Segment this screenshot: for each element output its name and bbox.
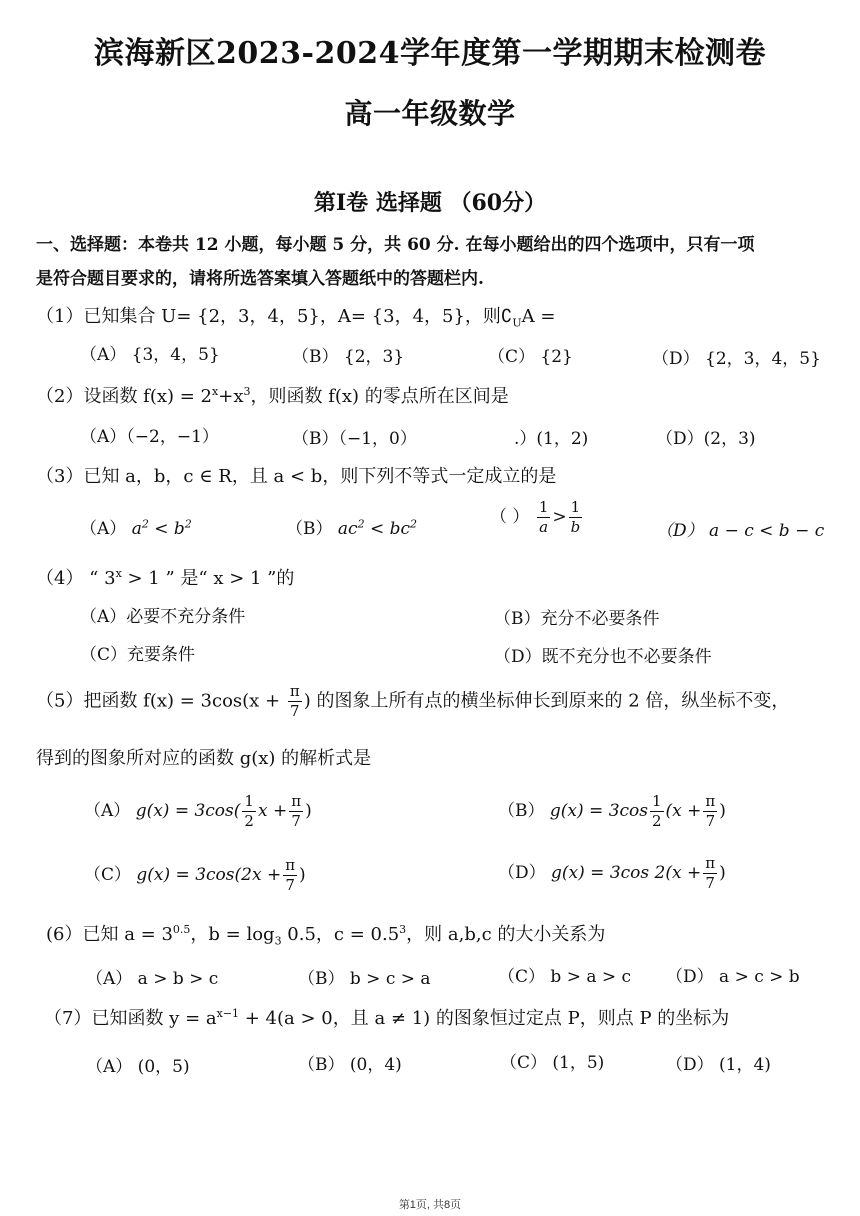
q7-stem-b: + 4(a > 0，且 a ≠ 1) 的图象恒过定点 P，则点 P 的坐标为 <box>239 1008 730 1029</box>
q1-stem-text: （1）已知集合 U= {2，3，4，5}，A= {3，4，5}，则∁ <box>36 306 513 327</box>
q6-stem-d: ，则 a,b,c 的大小关系为 <box>406 924 606 945</box>
q3-option-d[interactable]: （D） a − c < b − c <box>656 521 825 541</box>
q6-option-d[interactable]: （D） a > c > b <box>666 967 800 987</box>
q4-option-d[interactable]: （D）既不充分也不必要条件 <box>494 647 712 667</box>
page-footer: 第1页, 共8页 <box>398 1199 462 1211</box>
q2-stem-a: （2）设函数 f(x) = 2 <box>36 386 213 407</box>
q5-stem-b: ) 的图象上所有点的横坐标伸长到原来的 2 倍，纵坐标不变， <box>303 690 790 712</box>
question-2-stem <box>36 382 509 408</box>
q7-option-d[interactable]: （D） (1，4) <box>666 1055 771 1075</box>
q3-b-text: $ac^2 < bc^2$ <box>337 517 418 539</box>
q5-a-text-3: ) <box>305 801 312 821</box>
q5-c-frac-pi: $\frac{\pi}{7}$ <box>285 856 296 894</box>
q5-stem-a: （5）把函数 f(x) = 3cos(x + <box>36 690 281 712</box>
q2-option-a[interactable]: （A）（−2，−1） <box>80 427 219 447</box>
q5-b-frac-half: $\frac{1}{2}$ <box>652 792 662 830</box>
q4-option-b[interactable]: （B）充分不必要条件 <box>494 609 660 629</box>
q1-option-b[interactable]: （B） {2，3} <box>292 347 405 367</box>
q3-c-frac-1: $\frac{1}{a}$ <box>538 498 549 536</box>
q3-option-c[interactable] <box>490 500 584 535</box>
exam-title: 滨海新区2023-2024学年度第一学期期末检测卷 <box>94 36 766 71</box>
q1-option-a[interactable]: （A） {3，4，5} <box>80 345 220 365</box>
q2-stem-b: +x <box>218 386 244 407</box>
q5-option-d[interactable] <box>498 856 726 891</box>
q5-c-label: （C） <box>84 865 132 885</box>
q6-exp-2: 3 <box>399 923 407 936</box>
q6-stem-c: 0.5，c = 0.5 <box>281 924 400 945</box>
q5-d-label: （D） <box>498 863 546 883</box>
q5-c-text-2: ) <box>299 865 306 885</box>
section-title: 第I卷 选择题 （60分） <box>313 190 547 216</box>
q7-exp: x−1 <box>216 1007 240 1020</box>
q3-c-frac-2: $\frac{1}{b}$ <box>570 498 581 536</box>
question-6-stem <box>46 920 605 948</box>
q6-option-a[interactable]: （A） a > b > c <box>86 969 219 989</box>
question-5-line-2: 得到的图象所对应的函数 g(x) 的解析式是 <box>36 748 372 769</box>
q4-exp: x <box>115 567 122 580</box>
q2-exp-2: 3 <box>243 385 251 398</box>
q5-a-frac-half: $\frac{1}{2}$ <box>244 792 254 830</box>
q7-option-a[interactable]: （A） (0，5) <box>86 1057 190 1077</box>
q5-b-text-1: g(x) = 3cos <box>549 801 648 821</box>
q5-a-frac-pi: $\frac{\pi}{7}$ <box>291 792 302 830</box>
q5-option-b[interactable] <box>498 794 726 829</box>
q4-stem-b: > 1 ” 是“ x > 1 ”的 <box>121 568 295 589</box>
question-4-stem <box>36 564 294 590</box>
q5-b-frac-pi: $\frac{\pi}{7}$ <box>705 792 716 830</box>
question-5-stem <box>36 684 789 719</box>
q3-a-label: （A） <box>80 519 127 539</box>
exam-subtitle: 高一年级数学 <box>344 97 516 130</box>
q5-b-text-3: ) <box>719 801 726 821</box>
q3-option-a[interactable] <box>80 514 192 539</box>
q3-c-gt: > <box>552 507 567 527</box>
question-1-stem <box>36 302 555 330</box>
q2-option-b[interactable]: （B）（−1，0） <box>292 429 417 449</box>
q6-stem-a: (6）已知 a = 3 <box>46 924 173 945</box>
q7-option-c[interactable]: （C） (1，5) <box>500 1053 605 1073</box>
q5-stem-frac: $\frac{\pi}{7}$ <box>289 682 300 720</box>
q3-option-b[interactable] <box>286 514 417 539</box>
q3-c-label: （ ） <box>490 507 530 527</box>
q5-d-text-1: g(x) = 3cos 2(x + <box>551 863 702 883</box>
question-7-stem <box>44 1004 729 1030</box>
q2-stem-c: ，则函数 f(x) 的零点所在区间是 <box>250 386 509 407</box>
q5-a-label: （A） <box>84 801 131 821</box>
q5-a-text-2: x + <box>257 801 288 821</box>
q5-a-text-1: g(x) = 3cos( <box>135 801 241 821</box>
q5-option-c[interactable] <box>84 858 306 893</box>
q7-stem-a: （7）已知函数 y = a <box>44 1008 217 1029</box>
q7-option-b[interactable]: （B） (0，4) <box>298 1055 402 1075</box>
q1-stem-sub: U <box>512 316 522 330</box>
q6-exp-1: 0.5 <box>172 923 191 936</box>
q2-option-d[interactable]: （D）(2，3) <box>656 429 756 449</box>
q5-b-label: （B） <box>498 801 545 821</box>
q5-c-text-1: g(x) = 3cos(2x + <box>136 865 282 885</box>
q1-option-d[interactable]: （D） {2，3，4，5} <box>652 349 821 369</box>
instructions-line-1: 一、选择题：本卷共 12 小题，每小题 5 分，共 60 分. 在每小题给出的四个选项中，只有一项 <box>36 235 755 255</box>
q1-stem-end: A = <box>521 306 556 327</box>
q4-stem-a: （4） “ 3 <box>36 568 116 589</box>
q5-b-text-2: (x + <box>665 801 702 821</box>
question-3-stem: （3）已知 a，b，c ∈ R，且 a < b，则下列不等式一定成立的是 <box>36 466 557 487</box>
q3-a-text: $a^2 < b^2$ <box>131 517 192 539</box>
q4-option-a[interactable]: （A）必要不充分条件 <box>80 607 246 627</box>
q4-option-c[interactable]: （C）充要条件 <box>80 645 196 665</box>
q6-option-b[interactable]: （B） b > c > a <box>298 969 431 989</box>
q5-d-text-2: ) <box>719 863 726 883</box>
instructions-line-2: 是符合题目要求的，请将所选答案填入答题纸中的答题栏内. <box>36 269 484 289</box>
q2-exp-1: x <box>212 385 219 398</box>
q6-stem-b: ，b = log <box>190 924 275 945</box>
q6-option-c[interactable]: （C） b > a > c <box>498 967 632 987</box>
q1-option-c[interactable]: （C） {2} <box>488 347 573 367</box>
q2-option-c[interactable]: .）(1，2) <box>514 429 589 449</box>
q5-option-a[interactable] <box>84 794 312 829</box>
q3-b-label: （B） <box>286 519 333 539</box>
q5-d-frac-pi: $\frac{\pi}{7}$ <box>705 854 716 892</box>
q6-sub: 3 <box>274 934 282 948</box>
